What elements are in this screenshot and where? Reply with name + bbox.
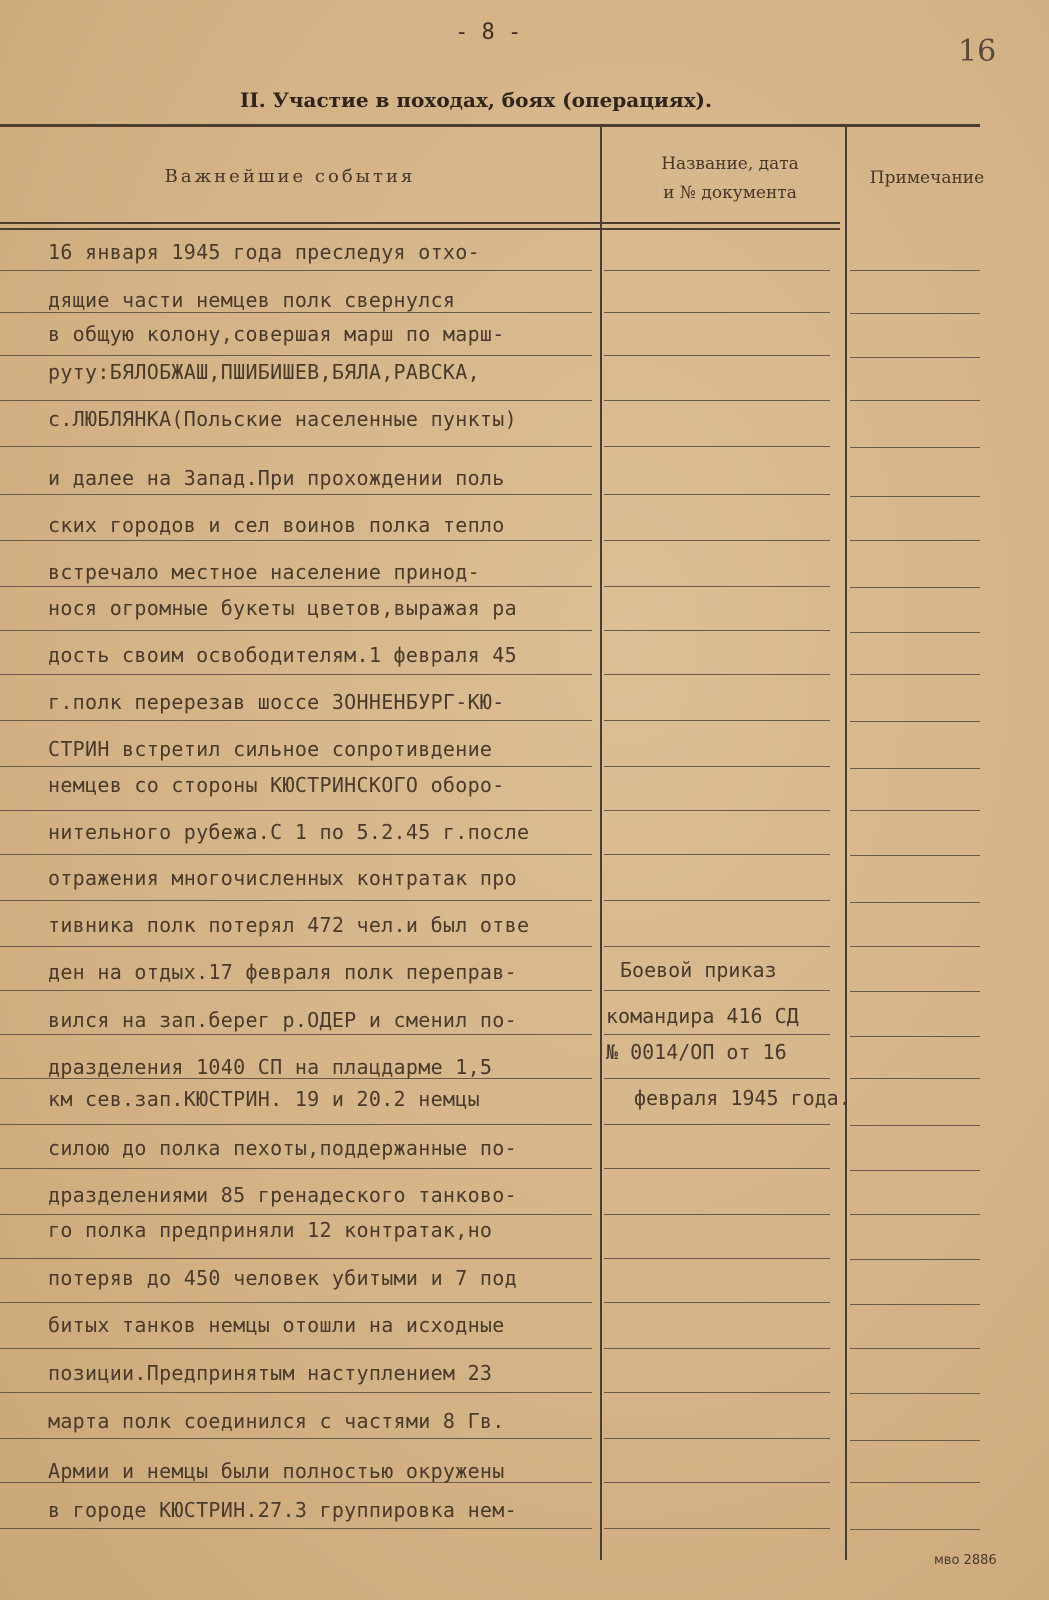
ruled-line (604, 630, 830, 631)
event-line: отражения многочисленных контратак про (48, 866, 517, 890)
document-line: Боевой приказ (620, 958, 777, 982)
column-header-document (610, 150, 850, 208)
column-divider-1 (600, 126, 602, 1560)
ruled-line (604, 854, 830, 855)
ruled-line (604, 1214, 830, 1215)
event-line: вился на зап.берег р.ОДЕР и сменил по- (48, 1008, 517, 1032)
event-line: 16 января 1945 года преследуя отхо- (48, 240, 480, 264)
event-line: км сев.зап.КЮСТРИН. 19 и 20.2 немцы (48, 1087, 480, 1111)
ruled-line (604, 1392, 830, 1393)
ruled-line (0, 400, 592, 401)
event-line: ских городов и сел воинов полка тепло (48, 513, 505, 537)
event-line: немцев со стороны КЮСТРИНСКОГО оборо- (48, 773, 505, 797)
column-divider-2 (845, 126, 847, 1560)
ruled-line (850, 447, 980, 448)
ruled-line (604, 446, 830, 447)
ruled-line (0, 766, 592, 767)
event-line: СТРИН встретил сильное сопротивдение (48, 737, 493, 761)
ruled-line (0, 674, 592, 675)
ruled-line (604, 720, 830, 721)
ruled-line (0, 446, 592, 447)
ruled-line (604, 494, 830, 495)
ruled-line (604, 900, 830, 901)
ruled-line (0, 946, 592, 947)
ruled-line (604, 946, 830, 947)
document-line: командира 416 СД (606, 1004, 799, 1028)
ruled-line (850, 270, 980, 271)
ruled-line (604, 810, 830, 811)
section-title: II. Участие в походах, боях (операциях). (240, 88, 712, 112)
ruled-line (604, 1438, 830, 1439)
ruled-line (604, 1482, 830, 1483)
event-line: потеряв до 450 человек убитыми и 7 под (48, 1266, 517, 1290)
column-header-document-line1: Название, дата (661, 154, 799, 174)
ruled-line (850, 1304, 980, 1305)
ruled-line (850, 496, 980, 497)
document-line: февраля 1945 года. (634, 1086, 851, 1110)
event-line: дость своим освободителям.1 февраля 45 (48, 643, 517, 667)
column-header-events: Важнейшие события (164, 166, 416, 187)
ruled-line (0, 1034, 592, 1035)
event-line: г.полк перерезав шоссе ЗОННЕНБУРГ-КЮ- (48, 690, 505, 714)
event-line: с.ЛЮБЛЯНКА(Польские населенные пункты) (48, 407, 517, 431)
event-line: дящие части немцев полк свернулся (48, 288, 456, 312)
ruled-line (604, 1348, 830, 1349)
event-line: дразделениями 85 гренадеского танково- (48, 1183, 517, 1207)
ruled-line (0, 1214, 592, 1215)
ruled-line (0, 1258, 592, 1259)
ruled-line (604, 1168, 830, 1169)
ruled-line (604, 766, 830, 767)
ruled-line (0, 1168, 592, 1169)
ruled-line (604, 1302, 830, 1303)
ruled-line (850, 400, 980, 401)
ruled-line (850, 1214, 980, 1215)
ruled-line (850, 357, 980, 358)
event-line: и далее на Запад.При прохождении поль (48, 466, 505, 490)
archive-number: 16 (958, 34, 997, 69)
event-line: в общую колону,совершая марш по марш- (48, 322, 505, 346)
event-line: дразделения 1040 СП на плацдарме 1,5 (48, 1055, 493, 1079)
ruled-line (604, 990, 830, 991)
ruled-line (0, 810, 592, 811)
table-top-border (0, 124, 980, 127)
ruled-line (0, 540, 592, 541)
ruled-line (0, 720, 592, 721)
ruled-line (0, 494, 592, 495)
event-line: марта полк соединился с частями 8 Гв. (48, 1409, 505, 1433)
ruled-line (0, 270, 592, 271)
event-line: ден на отдых.17 февраля полк переправ- (48, 960, 517, 984)
ruled-line (604, 586, 830, 587)
ruled-line (0, 1124, 592, 1125)
archive-stamp: мво 2886 (934, 1553, 997, 1568)
ruled-line (850, 1125, 980, 1126)
ruled-line (850, 902, 980, 903)
ruled-line (604, 1034, 830, 1035)
header-bottom-border-2 (0, 228, 840, 230)
event-line: Армии и немцы были полностью окружены (48, 1459, 505, 1483)
header-bottom-border (0, 222, 840, 224)
page-number: - 8 - (455, 20, 522, 45)
ruled-line (850, 1036, 980, 1037)
document-line: № 0014/ОП от 16 (606, 1040, 787, 1064)
ruled-line (0, 1438, 592, 1439)
event-line: руту:БЯЛОБЖАШ,ПШИБИШЕВ,БЯЛА,РАВСКА, (48, 360, 480, 384)
ruled-line (850, 313, 980, 314)
ruled-line (850, 946, 980, 947)
event-line: позиции.Предпринятым наступлением 23 (48, 1361, 493, 1385)
ruled-line (850, 855, 980, 856)
ruled-line (850, 1348, 980, 1349)
ruled-line (604, 400, 830, 401)
ruled-line (850, 1440, 980, 1441)
ruled-line (850, 674, 980, 675)
ruled-line (0, 1348, 592, 1349)
column-header-note: Примечание (869, 168, 985, 188)
event-line: нительного рубежа.С 1 по 5.2.45 г.после (48, 820, 530, 844)
ruled-line (604, 1078, 830, 1079)
ruled-line (604, 1528, 830, 1529)
ruled-line (0, 1528, 592, 1529)
event-line: нося огромные букеты цветов,выражая ра (48, 596, 517, 620)
ruled-line (604, 355, 830, 356)
ruled-line (0, 900, 592, 901)
event-line: битых танков немцы отошли на исходные (48, 1313, 505, 1337)
ruled-line (0, 312, 592, 313)
ruled-line (850, 1078, 980, 1079)
column-header-document-line2: и № документа (663, 183, 797, 203)
ruled-line (850, 632, 980, 633)
event-line: тивника полк потерял 472 чел.и был отве (48, 913, 530, 937)
ruled-line (850, 991, 980, 992)
ruled-line (850, 1259, 980, 1260)
event-line: в городе КЮСТРИН.27.3 группировка нем- (48, 1498, 517, 1522)
ruled-line (850, 768, 980, 769)
event-line: го полка предприняли 12 контратак,но (48, 1218, 493, 1242)
ruled-line (850, 587, 980, 588)
ruled-line (604, 270, 830, 271)
ruled-line (0, 630, 592, 631)
ruled-line (0, 355, 592, 356)
ruled-line (0, 586, 592, 587)
ruled-line (0, 990, 592, 991)
ruled-line (850, 1529, 980, 1530)
ruled-line (0, 1392, 592, 1393)
ruled-line (850, 1393, 980, 1394)
ruled-line (604, 1258, 830, 1259)
ruled-line (850, 721, 980, 722)
event-line: силою до полка пехоты,поддержанные по- (48, 1136, 517, 1160)
ruled-line (850, 1170, 980, 1171)
ruled-line (604, 540, 830, 541)
ruled-line (0, 854, 592, 855)
ruled-line (850, 540, 980, 541)
ruled-line (0, 1302, 592, 1303)
ruled-line (604, 674, 830, 675)
ruled-line (604, 1124, 830, 1125)
ruled-line (604, 312, 830, 313)
ruled-line (850, 1482, 980, 1483)
ruled-line (850, 810, 980, 811)
event-line: встречало местное население принод- (48, 560, 480, 584)
